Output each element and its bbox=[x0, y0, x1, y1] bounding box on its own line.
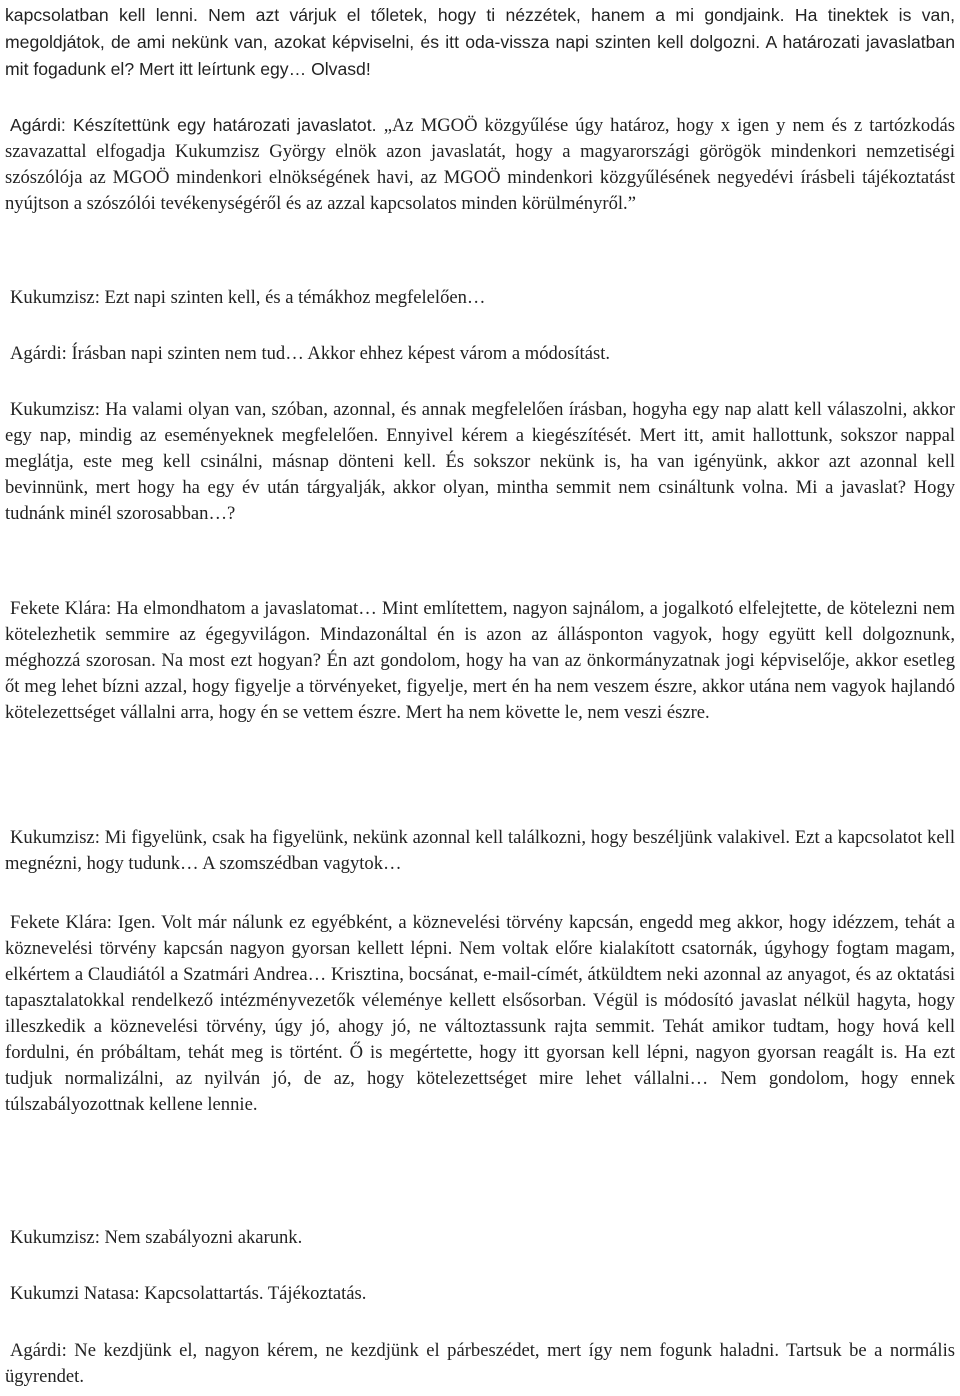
paragraph-agardi-2 bbox=[5, 341, 955, 367]
paragraph-text: kapcsolatban kell lenni. Nem azt várjuk el tőletek, hogy ti nézzétek, hanem a mi gondjaink. Ha tinektek is van, megoldjátok, de ami nekünk van, azokat képviselni, és itt oda-vissza napi szinten kell dolgozni. A határozati javaslatban mit fogadunk el? Mert itt leírtunk egy… Olvasd! bbox=[5, 5, 955, 79]
paragraph-text: Agárdi: Ne kezdjünk el, nagyon kérem, ne kezdjünk el párbeszédet, mert így nem fogunk haladni. Tartsuk be a normális ügyrendet. bbox=[5, 1340, 955, 1387]
paragraph-kukumzisz-1 bbox=[5, 285, 955, 311]
paragraph-intro bbox=[5, 2, 955, 83]
paragraph-text: Kukumzisz: Ezt napi szinten kell, és a témákhoz megfelelően… bbox=[10, 287, 486, 308]
paragraph-text: Kukumzisz: Ha valami olyan van, szóban, azonnal, és annak megfelelően írásban, hogyha egy nap alatt kell válaszolni, akkor egy nap, mindig az eseményeknek megfelelően. Ennyivel kérem a kiegészítését. Mert itt, amit hallottunk, sokszor nappal meglátja, este meg kell csinálni, másnap dönteni kell. És sokszor nekünk is, ha van igényünk, akkor azt azonnal kell bevinnünk, mert hogy ha egy év után tárgyalják, akkor olyan, mintha semmit nem csináltunk volna. Mi a javaslat? Hogy tudnánk minél szorosabban…? bbox=[5, 399, 955, 524]
paragraph-text: Fekete Klára: Igen. Volt már nálunk ez egyébként, a köznevelési törvény kapcsán, engedd meg akkor, hogy idézzem, tehát a köznevelési törvény kapcsán nagyon gyorsan kellett lépni. Nem voltak előre kialakított csatornák, úgyhogy fogtam magam, elkértem a Claudiától a Szatmári Andrea… Krisztina, bocsánat, e-mail-címét, átküldtem neki azonnal az anyagot, és az oktatási tapasztalatokkal rendelkező intézményvezetők véleménye kellett elsősorban. Végül is módosító javaslat nélkül hagyta, hogy illeszkedik a köznevelési törvény, úgy jó, ahogy jó, ne változtassunk rajta semmit. Tehát amikor tudtam, hogy hová kell fordulni, én próbáltam, tehát meg is történt. Ő is megértette, hogy itt gyorsan kell lépni, nagyon gyorsan reagált is. Ha ezt tudjuk normalizálni, az nyilván jó, de az, hogy kötelezettséget mire lehet vállalni… Nem gondolom, hogy ennek túlszabályozottnak kellene lennie. bbox=[5, 912, 955, 1115]
paragraph-fekete-2 bbox=[5, 910, 955, 1118]
paragraph-text: Fekete Klára: Ha elmondhatom a javaslatomat… Mint említettem, nagyon sajnálom, a jogalkotó elfelejtette, de kötelezni nem kötelezhetik semmire az égegyvilágon. Mindazonáltal én is azon az állásponton vagyok, hogy együtt kell dolgoznunk, méghozzá szorosan. Na most ezt hogyan? Én azt gondolom, hogy ha van az önkormányzatnak jogi képviselője, akkor esetleg őt meg lehet bízni azzal, hogy figyelje a törvényeket, figyelje, mert én ha nem veszem észre, akkor utána nem vagyok hajlandó kötelezettséget vállalni arra, hogy én se vettem észre. Mert ha nem követte le, nem veszi észre. bbox=[5, 598, 955, 723]
paragraph-kukumzi-natasa bbox=[5, 1281, 955, 1307]
paragraph-fekete-1 bbox=[5, 596, 955, 726]
paragraph-text: Kukumzisz: Mi figyelünk, csak ha figyelünk, nekünk azonnal kell találkozni, hogy beszéljünk valakivel. Ezt a kapcsolatot kell megnézni, hogy tudunk… A szomszédban vagytok… bbox=[5, 827, 955, 874]
paragraph-text: Kukumzi Natasa: Kapcsolattartás. Tájékoztatás. bbox=[10, 1283, 367, 1304]
paragraph-agardi-resolution bbox=[5, 112, 955, 217]
paragraph-agardi-3 bbox=[5, 1338, 955, 1390]
speaker-line: Agárdi: Készítettünk egy határozati javaslatot. bbox=[10, 115, 384, 135]
paragraph-text: Kukumzisz: Nem szabályozni akarunk. bbox=[10, 1227, 303, 1248]
paragraph-text: Agárdi: Írásban napi szinten nem tud… Akkor ehhez képest várom a módosítást. bbox=[10, 343, 611, 364]
paragraph-kukumzisz-4 bbox=[5, 1225, 955, 1251]
paragraph-kukumzisz-3 bbox=[5, 825, 955, 877]
resolution-quote: „Az MGOÖ közgyűlése úgy határoz, hogy x igen y nem és z tartózkodás szavazattal elfogadja Kukumzisz György elnök azon javaslatát, hogy a magyarországi görögök mindenkori nemzetiségi szószólója az MGOÖ mindenkori elnökségének havi, az MGOÖ mindenkori közgyűlésének negyedévi írásbeli tájékoztatást nyújtson a szószólói tevékenységéről és az azzal kapcsolatos minden körülményről.” bbox=[5, 115, 955, 214]
paragraph-kukumzisz-2 bbox=[5, 397, 955, 527]
